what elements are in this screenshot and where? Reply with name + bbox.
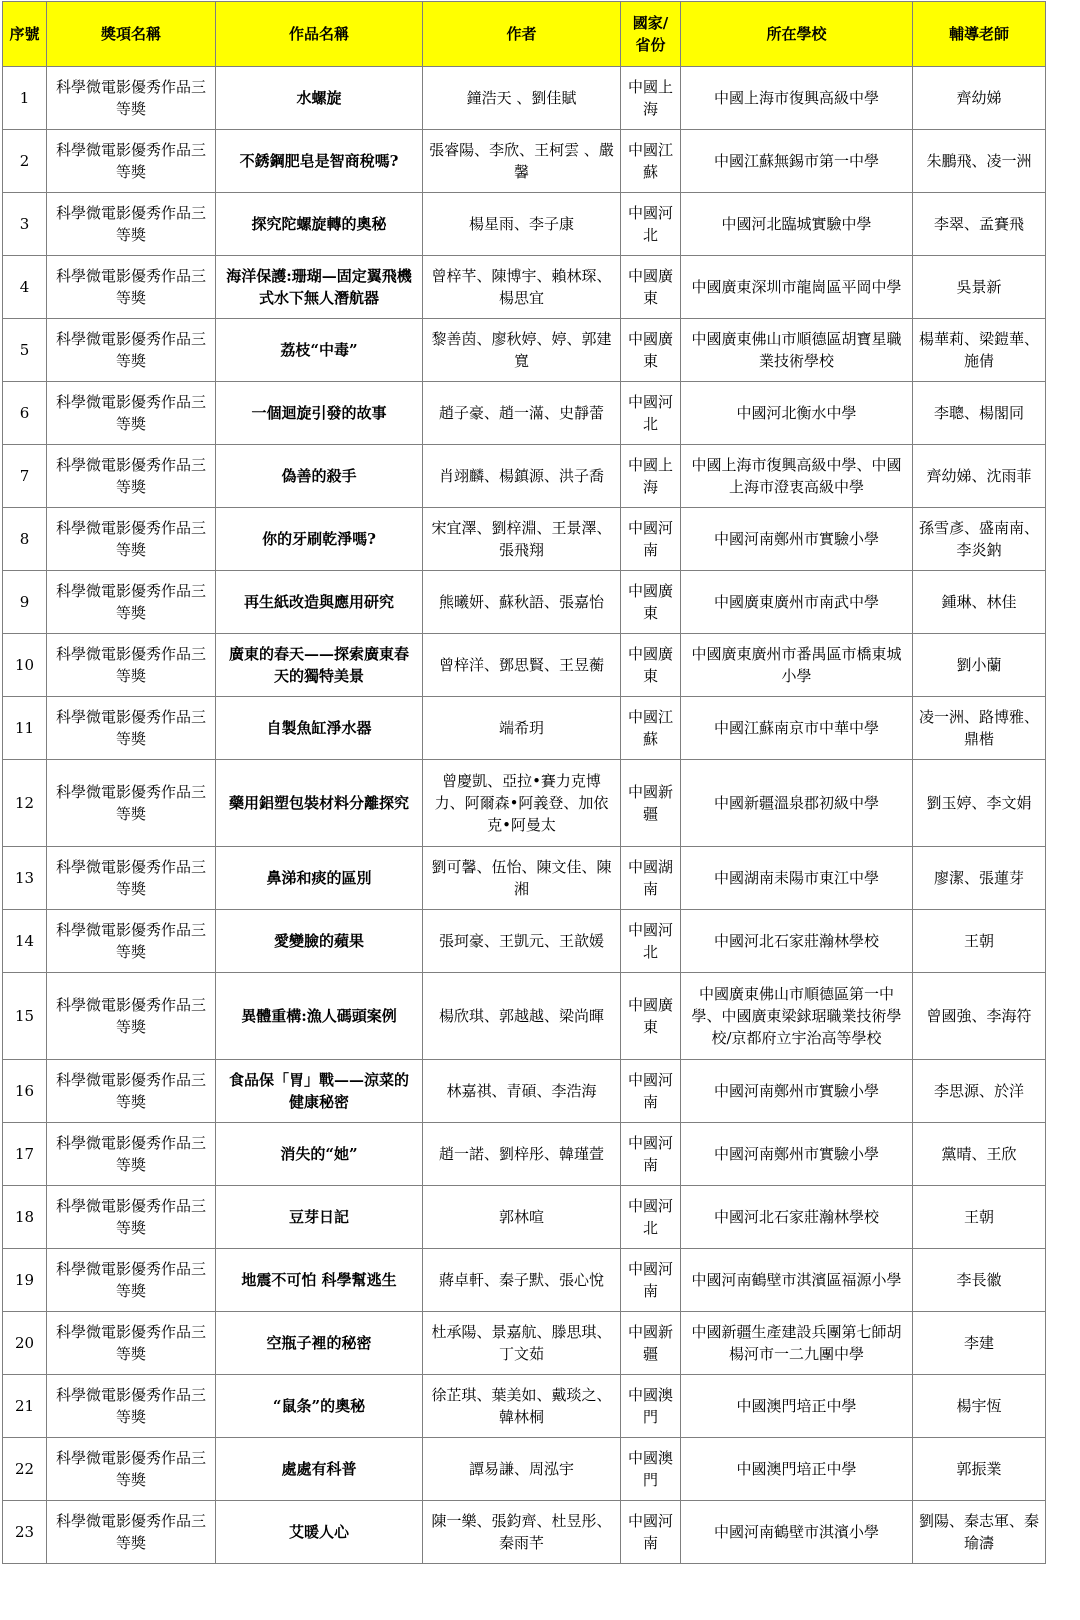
cell-authors: 郭林喧 (423, 1186, 621, 1249)
cell-region: 中國河北 (621, 910, 681, 973)
table-row (3, 760, 1046, 847)
cell-seq: 8 (3, 508, 47, 571)
header-seq: 序號 (3, 2, 47, 67)
cell-region: 中國新疆 (621, 1312, 681, 1375)
cell-authors: 趙一諾、劉梓彤、韓瑾萱 (423, 1123, 621, 1186)
table-row (3, 910, 1046, 973)
cell-seq: 14 (3, 910, 47, 973)
cell-award: 科學微電影優秀作品三等獎 (47, 130, 216, 193)
cell-work: 探究陀螺旋轉的奧秘 (216, 193, 423, 256)
cell-seq: 11 (3, 697, 47, 760)
cell-award: 科學微電影優秀作品三等獎 (47, 382, 216, 445)
cell-authors: 陳一樂、張鈞齊、杜昱彤、秦雨芊 (423, 1501, 621, 1564)
header-region: 國家/省份 (621, 2, 681, 67)
cell-region: 中國河南 (621, 508, 681, 571)
cell-seq: 21 (3, 1375, 47, 1438)
cell-region: 中國廣東 (621, 571, 681, 634)
cell-award: 科學微電影優秀作品三等獎 (47, 910, 216, 973)
cell-work: 不銹鋼肥皂是智商稅嗎? (216, 130, 423, 193)
cell-authors: 肖翊麟、楊鎮源、洪子喬 (423, 445, 621, 508)
cell-work: 艾暖人心 (216, 1501, 423, 1564)
table-row (3, 319, 1046, 382)
cell-award: 科學微電影優秀作品三等獎 (47, 67, 216, 130)
cell-region: 中國上海 (621, 445, 681, 508)
table-row (3, 193, 1046, 256)
cell-work: 一個迴旋引發的故事 (216, 382, 423, 445)
cell-teacher: 李長徽 (913, 1249, 1046, 1312)
cell-award: 科學微電影優秀作品三等獎 (47, 193, 216, 256)
cell-school: 中國新疆溫泉郡初級中學 (681, 760, 913, 847)
cell-school: 中國廣東廣州市番禺區市橋東城小學 (681, 634, 913, 697)
table-row (3, 508, 1046, 571)
cell-school: 中國上海市復興高級中學 (681, 67, 913, 130)
cell-seq: 17 (3, 1123, 47, 1186)
table-row (3, 1249, 1046, 1312)
cell-work: 再生紙改造與應用研究 (216, 571, 423, 634)
cell-work: 藥用鋁塑包裝材料分離探究 (216, 760, 423, 847)
header-teacher: 輔導老師 (913, 2, 1046, 67)
cell-authors: 趙子豪、趙一滿、史靜蕾 (423, 382, 621, 445)
cell-school: 中國河南鄭州市實驗小學 (681, 508, 913, 571)
cell-work: 廣東的春天——探索廣東春天的獨特美景 (216, 634, 423, 697)
table-row (3, 130, 1046, 193)
cell-teacher: 劉玉婷、李文娟 (913, 760, 1046, 847)
cell-authors: 曾慶凱、亞拉•賽力克博力、阿爾森•阿義登、加依克•阿曼太 (423, 760, 621, 847)
cell-region: 中國澳門 (621, 1375, 681, 1438)
cell-authors: 熊曦妍、蘇秋語、張嘉怡 (423, 571, 621, 634)
cell-authors: 劉可馨、伍怡、陳文佳、陳湘 (423, 847, 621, 910)
cell-teacher: 黨晴、王欣 (913, 1123, 1046, 1186)
cell-region: 中國河北 (621, 193, 681, 256)
cell-seq: 15 (3, 973, 47, 1060)
cell-seq: 23 (3, 1501, 47, 1564)
cell-award: 科學微電影優秀作品三等獎 (47, 571, 216, 634)
cell-authors: 譚易謙、周泓宇 (423, 1438, 621, 1501)
cell-award: 科學微電影優秀作品三等獎 (47, 1501, 216, 1564)
cell-teacher: 孫雪彥、盛南南、李炎鈉 (913, 508, 1046, 571)
cell-school: 中國河南鄭州市實驗小學 (681, 1060, 913, 1123)
cell-teacher: 王朝 (913, 910, 1046, 973)
cell-teacher: 劉小蘭 (913, 634, 1046, 697)
cell-work: 空瓶子裡的秘密 (216, 1312, 423, 1375)
cell-teacher: 李聰、楊閣同 (913, 382, 1046, 445)
cell-region: 中國河南 (621, 1123, 681, 1186)
cell-authors: 曾梓洋、鄧思賢、王昱蘅 (423, 634, 621, 697)
awards-table (2, 1, 1046, 1564)
table-row (3, 1375, 1046, 1438)
cell-seq: 20 (3, 1312, 47, 1375)
cell-region: 中國河北 (621, 1186, 681, 1249)
table-row (3, 847, 1046, 910)
cell-authors: 蔣卓軒、秦子默、張心悅 (423, 1249, 621, 1312)
cell-work: 水螺旋 (216, 67, 423, 130)
cell-award: 科學微電影優秀作品三等獎 (47, 1249, 216, 1312)
cell-authors: 張珂豪、王凱元、王歆媛 (423, 910, 621, 973)
cell-region: 中國河北 (621, 382, 681, 445)
cell-authors: 端希玥 (423, 697, 621, 760)
cell-teacher: 曾國強、李海符 (913, 973, 1046, 1060)
cell-region: 中國澳門 (621, 1438, 681, 1501)
cell-award: 科學微電影優秀作品三等獎 (47, 445, 216, 508)
cell-school: 中國廣東佛山市順德區胡寶星職業技術學校 (681, 319, 913, 382)
cell-school: 中國河南鶴壁市淇濱小學 (681, 1501, 913, 1564)
cell-award: 科學微電影優秀作品三等獎 (47, 847, 216, 910)
cell-seq: 7 (3, 445, 47, 508)
cell-authors: 杜承陽、景嘉航、滕思琪、丁文茹 (423, 1312, 621, 1375)
table-row (3, 1123, 1046, 1186)
cell-school: 中國河北石家莊瀚林學校 (681, 910, 913, 973)
cell-region: 中國廣東 (621, 256, 681, 319)
cell-school: 中國河南鄭州市實驗小學 (681, 1123, 913, 1186)
cell-seq: 9 (3, 571, 47, 634)
cell-region: 中國上海 (621, 67, 681, 130)
cell-seq: 4 (3, 256, 47, 319)
cell-teacher: 郭振業 (913, 1438, 1046, 1501)
cell-award: 科學微電影優秀作品三等獎 (47, 697, 216, 760)
cell-authors: 鐘浩天 、劉佳賦 (423, 67, 621, 130)
cell-seq: 1 (3, 67, 47, 130)
cell-teacher: 廖潔、張蓮芽 (913, 847, 1046, 910)
cell-seq: 10 (3, 634, 47, 697)
cell-award: 科學微電影優秀作品三等獎 (47, 1312, 216, 1375)
table-row (3, 445, 1046, 508)
cell-authors: 張睿陽、李欣、王柯雲 、嚴馨 (423, 130, 621, 193)
table-row (3, 256, 1046, 319)
cell-authors: 曾梓芊、陳博宇、賴林琛、楊思宜 (423, 256, 621, 319)
cell-work: 地震不可怕 科學幫逃生 (216, 1249, 423, 1312)
cell-work: 荔枝“中毒” (216, 319, 423, 382)
cell-authors: 楊星雨、李子康 (423, 193, 621, 256)
header-work: 作品名稱 (216, 2, 423, 67)
cell-teacher: 李思源、於洋 (913, 1060, 1046, 1123)
cell-teacher: 李翠、孟賽飛 (913, 193, 1046, 256)
cell-award: 科學微電影優秀作品三等獎 (47, 1123, 216, 1186)
cell-region: 中國河南 (621, 1249, 681, 1312)
cell-region: 中國河南 (621, 1060, 681, 1123)
cell-region: 中國江蘇 (621, 697, 681, 760)
table-row (3, 571, 1046, 634)
table-row (3, 67, 1046, 130)
cell-work: 海洋保護:珊瑚—固定翼飛機式水下無人潛航器 (216, 256, 423, 319)
cell-school: 中國澳門培正中學 (681, 1438, 913, 1501)
header-authors: 作者 (423, 2, 621, 67)
cell-school: 中國河北衡水中學 (681, 382, 913, 445)
cell-authors: 宋宜澤、劉梓淵、王景澤、張飛翔 (423, 508, 621, 571)
cell-region: 中國廣東 (621, 634, 681, 697)
table-row (3, 1438, 1046, 1501)
cell-seq: 12 (3, 760, 47, 847)
cell-work: 鼻涕和痰的區別 (216, 847, 423, 910)
cell-school: 中國廣東深圳市龍崗區平岡中學 (681, 256, 913, 319)
cell-region: 中國江蘇 (621, 130, 681, 193)
cell-teacher: 楊宇恆 (913, 1375, 1046, 1438)
cell-authors: 林嘉祺、青碩、李浩海 (423, 1060, 621, 1123)
cell-teacher: 劉陽、秦志軍、秦瑜濤 (913, 1501, 1046, 1564)
cell-teacher: 李建 (913, 1312, 1046, 1375)
cell-seq: 5 (3, 319, 47, 382)
table-row (3, 1060, 1046, 1123)
cell-award: 科學微電影優秀作品三等獎 (47, 319, 216, 382)
cell-award: 科學微電影優秀作品三等獎 (47, 1060, 216, 1123)
table-row (3, 1312, 1046, 1375)
cell-work: 異體重構:漁人碼頭案例 (216, 973, 423, 1060)
cell-award: 科學微電影優秀作品三等獎 (47, 760, 216, 847)
cell-award: 科學微電影優秀作品三等獎 (47, 1438, 216, 1501)
cell-region: 中國廣東 (621, 319, 681, 382)
cell-authors: 徐芷琪、葉美如、戴琰之、韓林桐 (423, 1375, 621, 1438)
cell-work: 豆芽日記 (216, 1186, 423, 1249)
header-row (3, 2, 1046, 67)
cell-seq: 3 (3, 193, 47, 256)
table-body (3, 67, 1046, 1564)
header-award: 獎項名稱 (47, 2, 216, 67)
cell-region: 中國新疆 (621, 760, 681, 847)
cell-teacher: 吳景新 (913, 256, 1046, 319)
cell-region: 中國河南 (621, 1501, 681, 1564)
cell-teacher: 楊華莉、梁鎧華、施倩 (913, 319, 1046, 382)
cell-school: 中國新疆生產建設兵團第七師胡楊河市一二九團中學 (681, 1312, 913, 1375)
cell-award: 科學微電影優秀作品三等獎 (47, 1375, 216, 1438)
cell-seq: 22 (3, 1438, 47, 1501)
table-row (3, 1501, 1046, 1564)
cell-work: 消失的“她” (216, 1123, 423, 1186)
cell-school: 中國廣東佛山市順德區第一中學、中國廣東梁銶琚職業技術學校/京都府立宇治高等學校 (681, 973, 913, 1060)
cell-work: 處處有科普 (216, 1438, 423, 1501)
table-row (3, 697, 1046, 760)
cell-seq: 16 (3, 1060, 47, 1123)
cell-teacher: 王朝 (913, 1186, 1046, 1249)
cell-teacher: 齊幼娣 (913, 67, 1046, 130)
cell-authors: 黎善茵、廖秋婷、婷、郭建寬 (423, 319, 621, 382)
cell-region: 中國廣東 (621, 973, 681, 1060)
cell-award: 科學微電影優秀作品三等獎 (47, 256, 216, 319)
cell-work: 自製魚缸淨水器 (216, 697, 423, 760)
cell-school: 中國廣東廣州市南武中學 (681, 571, 913, 634)
cell-award: 科學微電影優秀作品三等獎 (47, 973, 216, 1060)
table-row (3, 382, 1046, 445)
cell-teacher: 凌一洲、路博雅、鼎楷 (913, 697, 1046, 760)
table-row (3, 634, 1046, 697)
cell-seq: 13 (3, 847, 47, 910)
table-row (3, 973, 1046, 1060)
cell-seq: 2 (3, 130, 47, 193)
cell-work: 偽善的殺手 (216, 445, 423, 508)
cell-award: 科學微電影優秀作品三等獎 (47, 508, 216, 571)
cell-seq: 6 (3, 382, 47, 445)
cell-school: 中國澳門培正中學 (681, 1375, 913, 1438)
cell-award: 科學微電影優秀作品三等獎 (47, 634, 216, 697)
cell-school: 中國河北石家莊瀚林學校 (681, 1186, 913, 1249)
cell-seq: 19 (3, 1249, 47, 1312)
cell-teacher: 鍾琳、林佳 (913, 571, 1046, 634)
cell-school: 中國湖南耒陽市東江中學 (681, 847, 913, 910)
table-row (3, 1186, 1046, 1249)
cell-award: 科學微電影優秀作品三等獎 (47, 1186, 216, 1249)
cell-work: 你的牙刷乾淨嗎? (216, 508, 423, 571)
cell-work: 食品保「胃」戰——涼菜的健康秘密 (216, 1060, 423, 1123)
cell-seq: 18 (3, 1186, 47, 1249)
cell-authors: 楊欣琪、郭越越、梁尚暉 (423, 973, 621, 1060)
header-school: 所在學校 (681, 2, 913, 67)
cell-teacher: 朱鵬飛、凌一洲 (913, 130, 1046, 193)
cell-school: 中國河北臨城實驗中學 (681, 193, 913, 256)
cell-school: 中國江蘇無錫市第一中學 (681, 130, 913, 193)
cell-school: 中國江蘇南京市中華中學 (681, 697, 913, 760)
cell-work: “鼠条”的奧秘 (216, 1375, 423, 1438)
cell-school: 中國河南鶴壁市淇濱區福源小學 (681, 1249, 913, 1312)
cell-region: 中國湖南 (621, 847, 681, 910)
cell-work: 愛變臉的蘋果 (216, 910, 423, 973)
cell-school: 中國上海市復興高級中學、中國上海市澄衷高級中學 (681, 445, 913, 508)
cell-teacher: 齊幼娣、沈雨菲 (913, 445, 1046, 508)
